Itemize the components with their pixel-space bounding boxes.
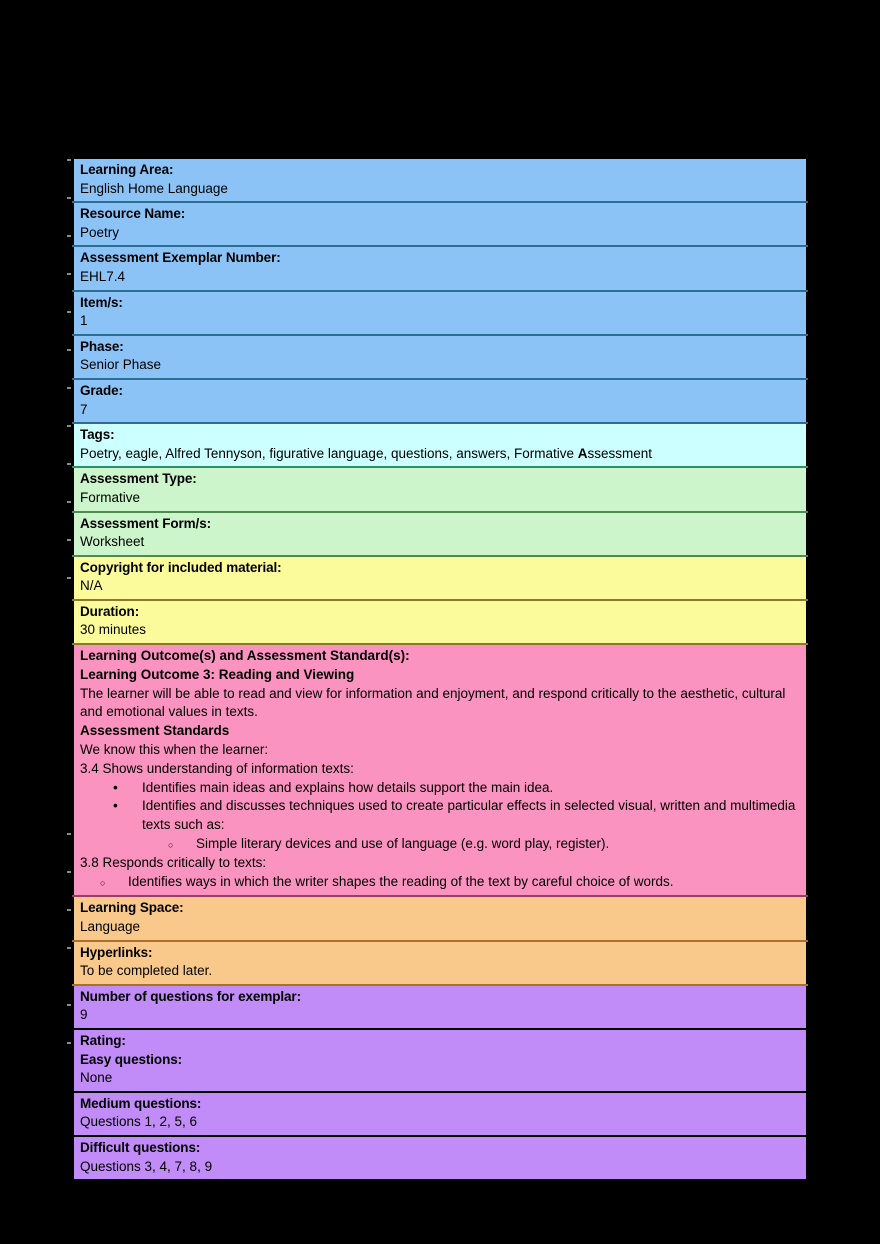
row-label: Number of questions for exemplar: bbox=[80, 988, 301, 1004]
lo-subbullet-list bbox=[80, 873, 800, 892]
rating-medium-value: Questions 1, 2, 5, 6 bbox=[80, 1114, 198, 1130]
row-value: Senior Phase bbox=[80, 357, 162, 373]
row-label: Item/s: bbox=[80, 294, 123, 310]
row-handle-tick[interactable] bbox=[67, 463, 71, 465]
lo-subbullet-item: ○ Identifies ways in which the writer shapes the reading of the text by careful choice of words. bbox=[80, 873, 800, 892]
row-grade bbox=[73, 379, 807, 423]
row-label: Assessment Form/s: bbox=[80, 515, 211, 531]
row-label: Assessment Type: bbox=[80, 471, 197, 487]
table-row bbox=[73, 467, 807, 511]
table-row bbox=[73, 335, 807, 379]
row-number-of-questions bbox=[73, 985, 807, 1029]
row-value bbox=[80, 445, 802, 464]
row-handle-tick[interactable] bbox=[67, 577, 71, 579]
rating-difficult-value: Questions 3, 4, 7, 8, 9 bbox=[80, 1158, 213, 1174]
row-value: To be completed later. bbox=[80, 963, 213, 979]
row-label: Learning Space: bbox=[80, 900, 184, 916]
rating-easy-label: Easy questions: bbox=[80, 1051, 183, 1067]
row-label: Resource Name: bbox=[80, 206, 186, 222]
row-handle-tick[interactable] bbox=[67, 947, 71, 949]
table-row bbox=[73, 644, 807, 896]
lo-subbullet-item: ○ Simple literary devices and use of language (e.g. word play, register). bbox=[80, 835, 800, 854]
row-handle-tick[interactable] bbox=[67, 1042, 71, 1044]
table-row bbox=[73, 1029, 807, 1092]
row-value: Poetry bbox=[80, 224, 120, 240]
row-handle-tick[interactable] bbox=[67, 539, 71, 541]
row-label: Learning Area: bbox=[80, 162, 174, 177]
row-value: N/A bbox=[80, 578, 103, 594]
rating-easy-value: None bbox=[80, 1070, 113, 1086]
table-row bbox=[73, 202, 807, 246]
row-handle-tick[interactable] bbox=[67, 833, 71, 835]
row-items bbox=[73, 291, 807, 335]
rating-medium-label: Medium questions: bbox=[80, 1095, 202, 1111]
row-value: 1 bbox=[80, 313, 88, 329]
table-row bbox=[73, 941, 807, 985]
row-label: Phase: bbox=[80, 338, 124, 354]
table-row bbox=[73, 896, 807, 940]
row-hyperlinks bbox=[73, 941, 807, 985]
row-handle-tick[interactable] bbox=[67, 197, 71, 199]
row-value: English Home Language bbox=[80, 180, 228, 196]
row-assessment-exemplar-number bbox=[73, 246, 807, 290]
tags-bold-letter: A bbox=[577, 445, 588, 461]
row-value: Worksheet bbox=[80, 534, 145, 550]
row-value: 9 bbox=[80, 1007, 88, 1023]
row-resource-name bbox=[73, 202, 807, 246]
row-value: EHL7.4 bbox=[80, 268, 126, 284]
table-row bbox=[73, 291, 807, 335]
row-duration bbox=[73, 600, 807, 644]
row-phase bbox=[73, 335, 807, 379]
lo-heading: Learning Outcome(s) and Assessment Standard(s): bbox=[80, 648, 410, 664]
table-row bbox=[73, 556, 807, 600]
row-tags bbox=[73, 423, 807, 467]
row-handle-tick[interactable] bbox=[67, 387, 71, 389]
table-row bbox=[73, 423, 807, 467]
row-handle-tick[interactable] bbox=[67, 501, 71, 503]
lo-bullet-item: • Identifies main ideas and explains how details support the main idea. bbox=[80, 779, 800, 798]
row-handle-tick[interactable] bbox=[67, 159, 71, 161]
metadata-table-container bbox=[72, 157, 808, 1181]
table-row bbox=[73, 1136, 807, 1180]
tags-suffix: ssessment bbox=[587, 445, 653, 461]
row-label: Grade: bbox=[80, 382, 123, 398]
table-row bbox=[73, 246, 807, 290]
lo-standards-intro: We know this when the learner: bbox=[80, 742, 269, 758]
row-assessment-forms bbox=[73, 512, 807, 556]
tags-prefix: Poetry, eagle, Alfred Tennyson, figurative language, questions, answers, Formative bbox=[80, 445, 578, 461]
lo-outcome-title: Learning Outcome 3: Reading and Viewing bbox=[80, 666, 355, 682]
lo-bullet-item: • Identifies and discusses techniques used to create particular effects in selected visual, written and multimedia texts such as: bbox=[80, 797, 800, 835]
row-value: 30 minutes bbox=[80, 622, 147, 638]
row-rating-easy bbox=[73, 1029, 807, 1092]
rating-heading: Rating: bbox=[80, 1032, 126, 1048]
row-handle-tick[interactable] bbox=[67, 235, 71, 237]
metadata-table bbox=[72, 157, 808, 1181]
table-row bbox=[73, 1092, 807, 1136]
row-handle-tick[interactable] bbox=[67, 349, 71, 351]
row-value: Language bbox=[80, 919, 141, 935]
row-handle-tick[interactable] bbox=[67, 1004, 71, 1006]
row-rating-difficult bbox=[73, 1136, 807, 1180]
table-row bbox=[73, 600, 807, 644]
row-learning-area bbox=[73, 158, 807, 202]
lo-item-3-4: 3.4 Shows understanding of information texts: bbox=[80, 760, 354, 776]
row-assessment-type bbox=[73, 467, 807, 511]
row-copyright bbox=[73, 556, 807, 600]
row-label: Copyright for included material: bbox=[80, 559, 282, 575]
row-label: Duration: bbox=[80, 603, 140, 619]
rating-difficult-label: Difficult questions: bbox=[80, 1139, 201, 1155]
row-label: Hyperlinks: bbox=[80, 944, 153, 960]
row-handle-tick[interactable] bbox=[67, 311, 71, 313]
table-row bbox=[73, 379, 807, 423]
row-value: Formative bbox=[80, 489, 141, 505]
row-value: 7 bbox=[80, 401, 88, 417]
table-row bbox=[73, 512, 807, 556]
row-handle-tick[interactable] bbox=[67, 273, 71, 275]
row-handle-tick[interactable] bbox=[67, 425, 71, 427]
row-handle-tick[interactable] bbox=[67, 871, 71, 873]
lo-outcome-text: The learner will be able to read and view for information and enjoyment, and respond critically to the aesthetic, cultural and emotional values in texts. bbox=[80, 685, 786, 720]
row-handle-tick[interactable] bbox=[67, 909, 71, 911]
row-learning-outcomes bbox=[73, 644, 807, 896]
table-row bbox=[73, 158, 807, 202]
table-row bbox=[73, 985, 807, 1029]
lo-item-3-8: 3.8 Responds critically to texts: bbox=[80, 854, 267, 870]
row-label: Assessment Exemplar Number: bbox=[80, 250, 281, 266]
lo-standards-heading: Assessment Standards bbox=[80, 723, 230, 739]
row-label: Tags: bbox=[80, 427, 115, 443]
lo-bullet-list bbox=[80, 779, 800, 854]
row-learning-space bbox=[73, 896, 807, 940]
row-rating-medium bbox=[73, 1092, 807, 1136]
